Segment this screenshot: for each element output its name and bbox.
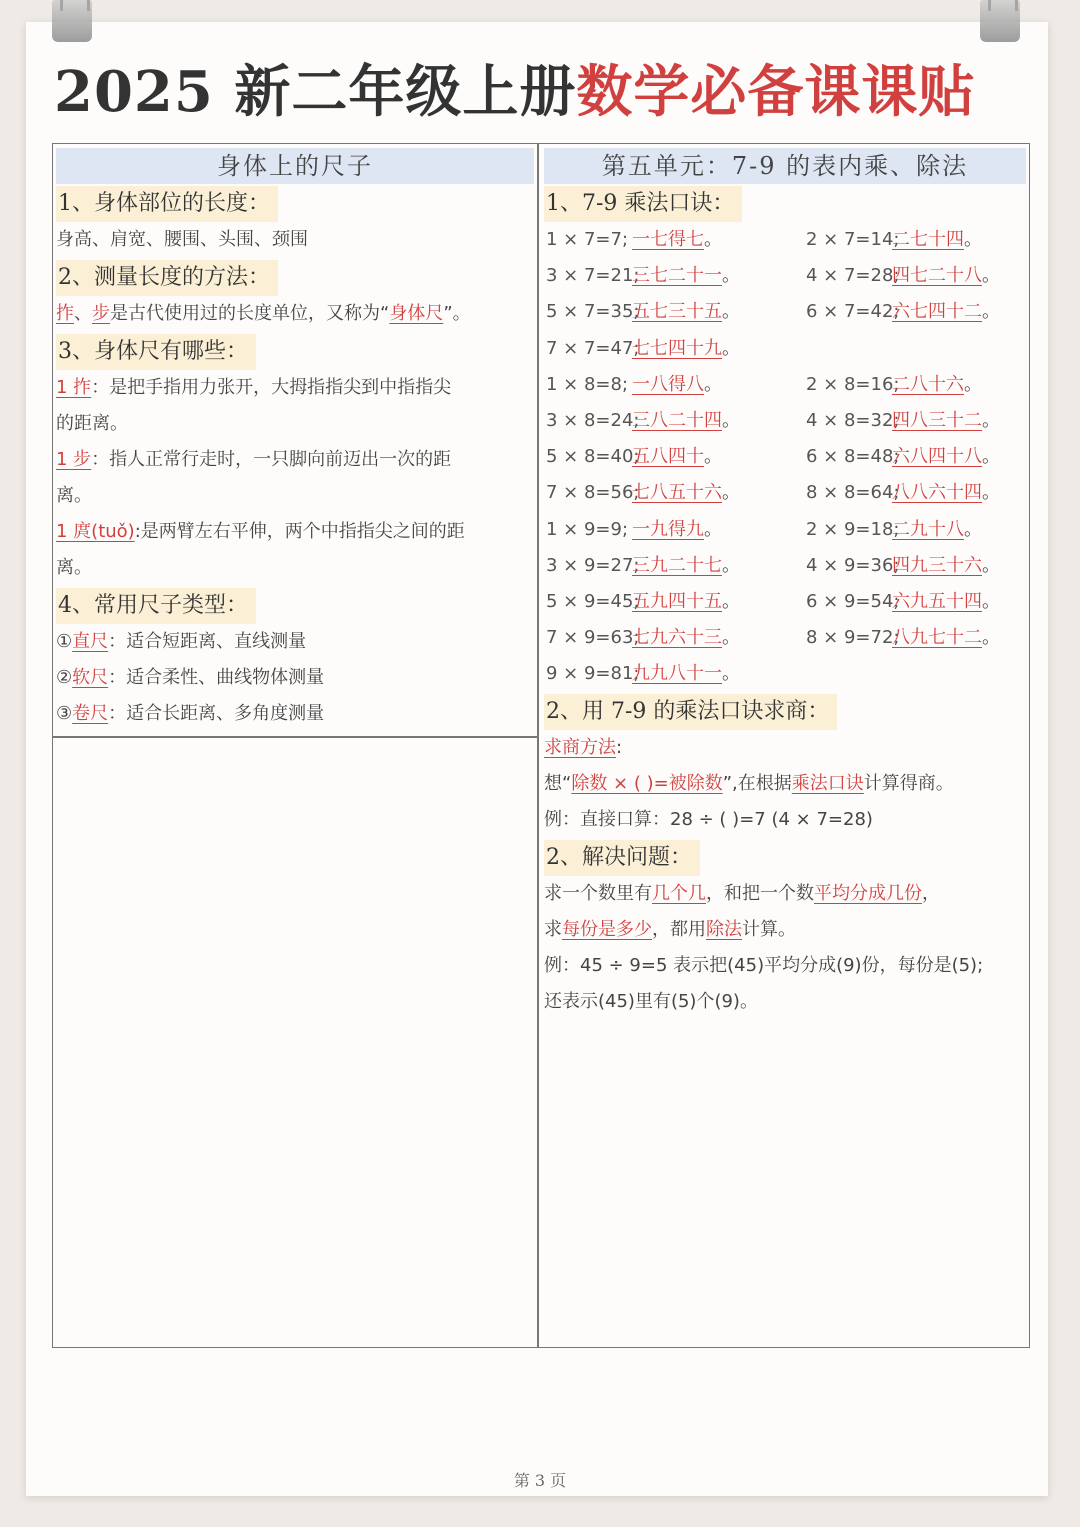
ruler-item: ①直尺：适合短距离、直线测量	[56, 631, 307, 652]
multiplication-entry	[806, 403, 1000, 439]
multiplication-equation: 5 × 9=45;	[546, 590, 640, 612]
multiplication-verse: 一九得九	[632, 518, 704, 540]
verse-end: 。	[982, 446, 1000, 468]
multiplication-equation: 4 × 8=32;	[806, 409, 900, 431]
problem-solving-example-cont: 还表示(45)里有(5)个(9)。	[544, 991, 758, 1013]
multiplication-verse: 七八五十六	[632, 482, 722, 504]
ruler-item: ②软尺：适合柔性、曲线物体测量	[56, 667, 325, 688]
multiplication-verse: 二七十四	[892, 229, 964, 250]
multiplication-equation: 6 × 8=48;	[806, 446, 900, 468]
multiplication-equation: 7 × 8=56;	[546, 482, 640, 504]
multiplication-entry	[546, 331, 740, 367]
right-header: 第五单元：7-9 的表内乘、除法	[544, 148, 1026, 184]
verse-end: 。	[982, 482, 1000, 504]
section-division: 2、用 7-9 的乘法口诀求商：	[544, 694, 837, 730]
multiplication-equation: 8 × 9=72;	[806, 627, 900, 649]
verse-end: 。	[964, 373, 982, 395]
multiplication-equation: 5 × 7=35;	[546, 301, 640, 323]
multiplication-entry	[546, 584, 740, 620]
verse-end: 。	[722, 663, 740, 685]
verse-end: 。	[722, 554, 740, 576]
problem-solving-text-cont: 求每份是多少，都用除法计算。	[544, 919, 796, 941]
multiplication-entry	[806, 367, 982, 403]
section-body-units: 3、身体尺有哪些：	[56, 334, 256, 370]
bu-definition-cont: 离。	[56, 485, 92, 506]
verse-end: 。	[982, 301, 1000, 323]
multiplication-row	[544, 512, 1026, 548]
verse-end: 。	[964, 229, 982, 250]
multiplication-entry	[806, 222, 982, 258]
multiplication-row	[544, 258, 1026, 294]
multiplication-row	[544, 331, 1026, 367]
multiplication-equation: 4 × 7=28;	[806, 265, 900, 287]
multiplication-equation: 2 × 7=14;	[806, 229, 900, 250]
multiplication-entry	[806, 294, 1000, 330]
multiplication-verse: 七七四十九	[632, 337, 722, 359]
multiplication-verse: 三九二十七	[632, 554, 722, 576]
verse-end: 。	[704, 229, 722, 250]
measure-method-text: 拃、步是古代使用过的长度单位，又称为“身体尺”。	[56, 303, 471, 324]
multiplication-verse: 七九六十三	[632, 627, 722, 649]
multiplication-equation: 7 × 7=47;	[546, 337, 640, 359]
multiplication-equation: 6 × 9=54;	[806, 590, 900, 612]
multiplication-verse: 五八四十	[632, 446, 704, 468]
verse-end: 。	[982, 627, 1000, 649]
division-method-text: 想“除数 × ( )=被除数”,在根据乘法口诀计算得商。	[544, 773, 954, 795]
multiplication-row	[544, 475, 1026, 511]
section-measure-method: 2、测量长度的方法：	[56, 260, 278, 296]
ruler-item: ③卷尺：适合长距离、多角度测量	[56, 703, 325, 724]
multiplication-entry	[546, 403, 740, 439]
multiplication-equation: 3 × 7=21;	[546, 265, 640, 287]
multiplication-verse: 五七三十五	[632, 301, 722, 323]
multiplication-verse: 九九八十一	[632, 663, 722, 685]
multiplication-equation: 2 × 9=18;	[806, 518, 900, 540]
multiplication-equation: 1 × 9=9;	[546, 518, 629, 540]
multiplication-row	[544, 222, 1026, 258]
verse-end: 。	[722, 301, 740, 323]
multiplication-verse: 四八三十二	[892, 409, 982, 431]
binder-clip-icon	[980, 0, 1020, 42]
multiplication-equation: 6 × 7=42;	[806, 301, 900, 323]
verse-end: 。	[722, 482, 740, 504]
multiplication-entry	[806, 584, 1000, 620]
multiplication-entry	[806, 475, 1000, 511]
title-grade: 2025 新二年级上册	[54, 59, 577, 125]
multiplication-equation: 7 × 9=63;	[546, 627, 640, 649]
multiplication-verse: 四九三十六	[892, 554, 982, 576]
section-ruler-types: 4、常用尺子类型：	[56, 588, 256, 624]
multiplication-equation: 8 × 8=64;	[806, 482, 900, 504]
verse-end: 。	[722, 590, 740, 612]
multiplication-verse: 八九七十二	[892, 627, 982, 649]
division-example: 例：直接口算：28 ÷ ( )=7 (4 × 7=28)	[544, 809, 873, 831]
multiplication-verse: 六七四十二	[892, 301, 982, 323]
multiplication-row	[544, 439, 1026, 475]
multiplication-entry	[546, 512, 722, 548]
section-multiplication-table: 1、7-9 乘法口诀：	[544, 186, 742, 222]
verse-end: 。	[704, 373, 722, 395]
division-method-label: 求商方法:	[544, 737, 623, 759]
multiplication-entry	[546, 294, 740, 330]
multiplication-verse: 六九五十四	[892, 590, 982, 612]
section-problem-solving: 2、解决问题：	[544, 840, 700, 876]
multiplication-verse: 八八六十四	[892, 482, 982, 504]
multiplication-entry	[806, 512, 982, 548]
verse-end: 。	[982, 590, 1000, 612]
multiplication-table	[544, 222, 1026, 692]
tuo-definition-cont: 离。	[56, 557, 92, 578]
multiplication-equation: 3 × 8=24;	[546, 409, 640, 431]
multiplication-row	[544, 548, 1026, 584]
multiplication-entry	[806, 439, 1000, 475]
zha-definition-cont: 的距离。	[56, 413, 128, 434]
page-number: 第 3 页	[513, 1471, 567, 1490]
problem-solving-example: 例：45 ÷ 9=5 表示把(45)平均分成(9)份，每份是(5);	[544, 955, 984, 977]
title-subject: 数学必备课课贴	[576, 59, 976, 125]
verse-end: 。	[982, 265, 1000, 287]
multiplication-entry	[546, 656, 740, 692]
multiplication-row	[544, 403, 1026, 439]
multiplication-entry	[546, 258, 740, 294]
multiplication-row	[544, 367, 1026, 403]
multiplication-entry	[546, 367, 722, 403]
column-divider	[537, 143, 539, 1348]
multiplication-entry	[546, 439, 722, 475]
left-column	[56, 148, 534, 732]
multiplication-entry	[546, 222, 722, 258]
multiplication-verse: 一七得七	[632, 229, 704, 250]
multiplication-equation: 9 × 9=81;	[546, 663, 640, 685]
bu-definition: 1 步：指人正常行走时，一只脚向前迈出一次的距	[56, 449, 452, 470]
multiplication-equation: 2 × 8=16;	[806, 373, 900, 395]
verse-end: 。	[722, 409, 740, 431]
multiplication-verse: 一八得八	[632, 373, 704, 395]
left-section-divider	[52, 736, 538, 738]
multiplication-entry	[806, 548, 1000, 584]
zha-definition: 1 拃：是把手指用力张开，大拇指指尖到中指指尖	[56, 377, 452, 398]
multiplication-entry	[546, 475, 740, 511]
multiplication-verse: 三八二十四	[632, 409, 722, 431]
multiplication-row	[544, 620, 1026, 656]
multiplication-equation: 1 × 7=7;	[546, 229, 629, 250]
multiplication-verse: 二八十六	[892, 373, 964, 395]
verse-end: 。	[722, 627, 740, 649]
section-body-lengths: 1、身体部位的长度：	[56, 186, 278, 222]
multiplication-entry	[806, 620, 1000, 656]
verse-end: 。	[722, 265, 740, 287]
right-column	[544, 148, 1026, 1020]
multiplication-verse: 三七二十一	[632, 265, 722, 287]
verse-end: 。	[964, 518, 982, 540]
multiplication-entry	[806, 258, 1000, 294]
multiplication-verse: 六八四十八	[892, 446, 982, 468]
multiplication-entry	[546, 620, 740, 656]
multiplication-verse: 五九四十五	[632, 590, 722, 612]
verse-end: 。	[982, 409, 1000, 431]
left-header: 身体上的尺子	[56, 148, 534, 184]
verse-end: 。	[722, 337, 740, 359]
multiplication-verse: 二九十八	[892, 518, 964, 540]
multiplication-entry	[546, 548, 740, 584]
multiplication-equation: 5 × 8=40;	[546, 446, 640, 468]
page-title	[54, 52, 1044, 132]
problem-solving-text: 求一个数里有几个几，和把一个数平均分成几份，	[544, 883, 940, 905]
binder-clip-icon	[52, 0, 92, 42]
verse-end: 。	[982, 554, 1000, 576]
verse-end: 。	[704, 518, 722, 540]
multiplication-verse: 四七二十八	[892, 265, 982, 287]
multiplication-equation: 3 × 9=27;	[546, 554, 640, 576]
multiplication-equation: 1 × 8=8;	[546, 373, 629, 395]
verse-end: 。	[704, 446, 722, 468]
tuo-definition: 1 庹(tuǒ):是两臂左右平伸，两个中指指尖之间的距	[56, 521, 465, 542]
body-lengths-text: 身高、肩宽、腰围、头围、颈围	[56, 229, 308, 250]
multiplication-row	[544, 294, 1026, 330]
multiplication-row	[544, 656, 1026, 692]
multiplication-equation: 4 × 9=36;	[806, 554, 900, 576]
multiplication-row	[544, 584, 1026, 620]
